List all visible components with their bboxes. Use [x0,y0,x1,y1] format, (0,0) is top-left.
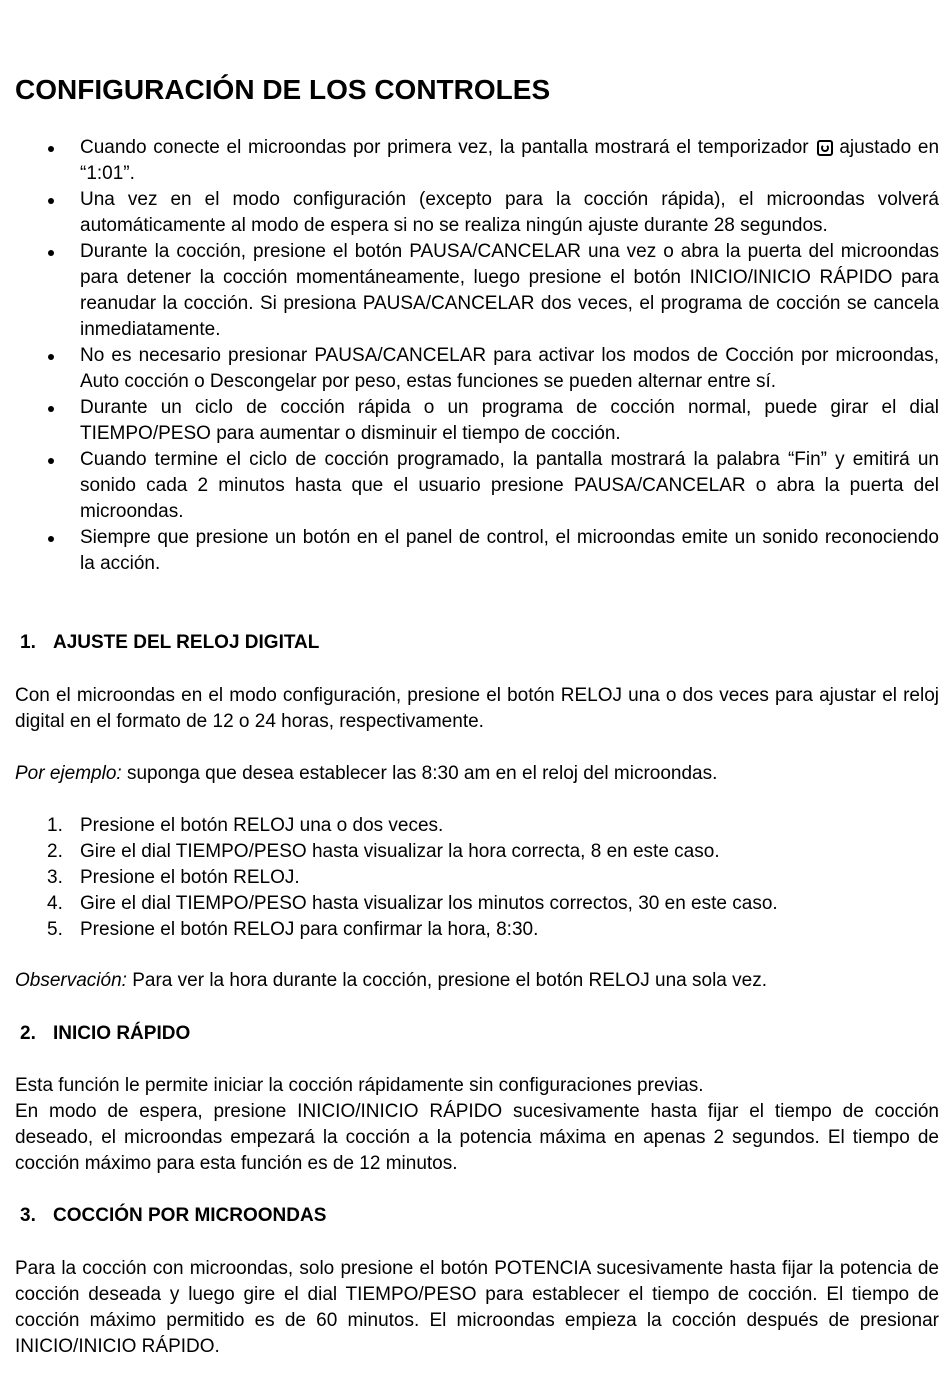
quick-start-paragraph-1: Esta función le permite iniciar la cocción rápidamente sin configuraciones previas. [15,1075,704,1096]
list-item: 4. Gire el dial TIEMPO/PESO hasta visualizar los minutos correctos, 30 en este caso. [47,893,778,914]
list-item: Siempre que presione un botón en el panel de control, el microondas emite un sonido reconociendo la acción. [15,525,939,577]
list-item: Cuando termine el ciclo de cocción programado, la pantalla mostrará la palabra “Fin” y emitirá un sonido cada 2 minutos hasta que el usuario presione PAUSA/CANCELAR o abra la puerta del microondas. [15,447,939,525]
section-number: 1. [20,632,36,653]
list-item: 1. Presione el botón RELOJ una o dos veces. [47,815,444,836]
section-title: AJUSTE DEL RELOJ DIGITAL [53,632,320,653]
list-item: 3. Presione el botón RELOJ. [47,867,300,888]
list-item: Durante la cocción, presione el botón PAUSA/CANCELAR una vez o abra la puerta del microondas para detener la cocción momentáneamente, luego presione el botón INICIO/INICIO RÁPIDO para reanudar la cocción. Si presiona PAUSA/CANCELAR dos veces, el programa de cocción se cancela inmediatamente. [15,239,939,343]
section-heading-quick-start [20,1021,190,1047]
page-title: CONFIGURACIÓN DE LOS CONTROLES [15,74,551,105]
list-item [15,135,939,187]
section-number: 2. [20,1023,36,1044]
microwave-cooking-paragraph: Para la cocción con microondas, solo presione el botón POTENCIA sucesivamente hasta fijar la potencia de cocción deseada y luego gire el dial TIEMPO/PESO para establecer el tiempo de cocción. El tiempo de cocción máximo permitido es de 60 minutos. El microondas empieza la cocción después de presionar INICIO/INICIO RÁPIDO. [15,1258,939,1357]
clock-steps-list [15,813,939,943]
clock-intro-paragraph: Con el microondas en el modo configuración, presione el botón RELOJ una o dos veces para ajustar el reloj digital en el formato de 12 o 24 horas, respectivamente. [15,685,939,732]
section-title: COCCIÓN POR MICROONDAS [53,1205,327,1226]
section-title: INICIO RÁPIDO [53,1023,191,1044]
list-item: 2. Gire el dial TIEMPO/PESO hasta visualizar la hora correcta, 8 en este caso. [47,841,720,862]
section-heading-microwave-cooking [20,1203,326,1229]
note-paragraph [15,968,939,994]
section-number: 3. [20,1205,36,1226]
note-label: Observación: [15,970,127,991]
bullet-text: Cuando conecte el microondas por primera vez, la pantalla mostrará el temporizador [80,137,809,158]
example-text: suponga que desea establecer las 8:30 am en el reloj del microondas. [121,763,718,784]
section-heading-clock [20,630,319,656]
timer-icon [817,140,833,156]
list-item: 5. Presione el botón RELOJ para confirmar la hora, 8:30. [47,919,539,940]
example-paragraph [15,761,939,787]
quick-start-paragraph-2: En modo de espera, presione INICIO/INICIO RÁPIDO sucesivamente hasta fijar el tiempo de cocción deseado, el microondas empezará la cocción a la potencia máxima en apenas 2 segundos. El tiempo de cocción máximo para esta función es de 12 minutos. [15,1101,939,1174]
list-item: Durante un ciclo de cocción rápida o un programa de cocción normal, puede girar el dial TIEMPO/PESO para aumentar o disminuir el tiempo de cocción. [15,395,939,447]
note-text: Para ver la hora durante la cocción, presione el botón RELOJ una sola vez. [126,970,767,991]
bullet-list [15,135,939,577]
bullet-text-continued: ajustado en “1:01”. [80,137,940,184]
list-item: No es necesario presionar PAUSA/CANCELAR para activar los modos de Cocción por microondas, Auto cocción o Descongelar por peso, estas funciones se pueden alternar entre sí. [15,343,939,395]
list-item: Una vez en el modo configuración (excepto para la cocción rápida), el microondas volverá automáticamente al modo de espera si no se realiza ningún ajuste durante 28 segundos. [15,187,939,239]
example-label: Por ejemplo: [15,763,122,784]
